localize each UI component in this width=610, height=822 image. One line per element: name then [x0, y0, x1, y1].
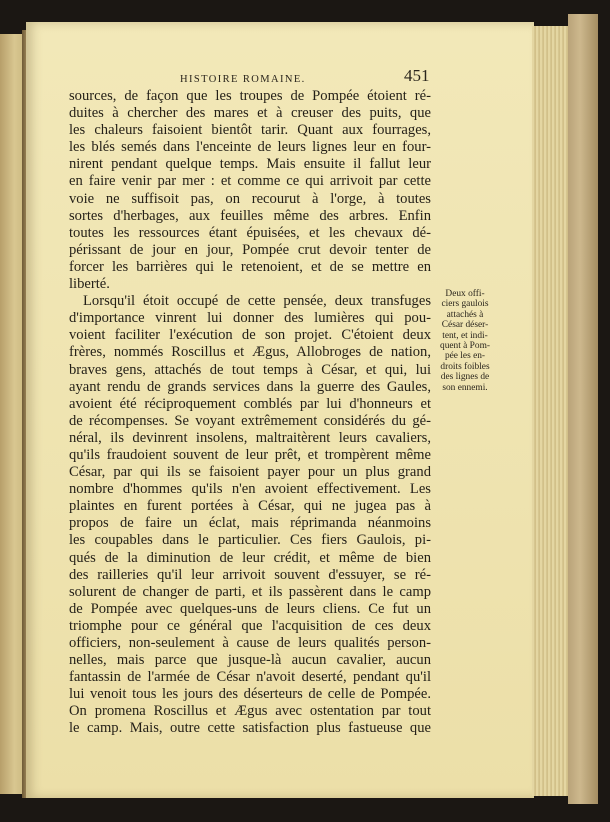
text-line: de Pompée avec quelques-uns de leurs cliens. Ce fut un — [69, 600, 431, 617]
margin-note-line: tent, et indi- — [442, 330, 488, 341]
text-line: les blés semés dans l'enceinte de leurs lignes leur en four- — [69, 139, 431, 156]
book-cover-board — [568, 14, 598, 804]
text-line: lui venoit tous les jours des déserteurs de celle de Pompée. — [69, 686, 431, 703]
text-line: frères, nommés Roscillus et Ægus, Allobroges de nation, — [69, 344, 431, 361]
text-line: nelles, mais parce que jusque-là aucun cavalier, aucun — [69, 652, 431, 669]
text-line: d'importance vinrent lui donner des lumières qui pou- — [69, 310, 431, 327]
running-header: HISTOIRE ROMAINE. — [180, 74, 306, 85]
text-line: en faire venir par mer : et comme ce qui arrivoit par cette — [69, 173, 431, 190]
margin-note-line: des lignes de — [440, 372, 490, 383]
text-line: duites à chercher des mares et à creuser des puits, que — [69, 105, 431, 122]
margin-note-line: attachés à — [446, 309, 484, 320]
text-line: les chaleurs faisoient bientôt tarir. Quant aux fourrages, — [69, 122, 431, 139]
margin-note-line: son ennemi. — [442, 382, 488, 393]
page-number: 451 — [404, 66, 430, 85]
body-text — [69, 88, 431, 738]
text-line: sortes d'herbages, aux feuilles même des arbres. Enfin — [69, 207, 431, 224]
text-line: toutes les ressources étant épuisées, et les chevaux dé- — [69, 224, 431, 241]
text-line: périssant de jour en jour, Pompée crut devoir tenter de — [69, 241, 431, 258]
text-line: officiers, non-seulement à cause de leurs qualités person- — [69, 635, 431, 651]
text-line: le camp. Mais, outre cette satisfaction plus fastueuse que — [69, 720, 431, 737]
facing-page-edge — [0, 34, 24, 794]
text-line: des railleries qu'il leur arrivoit souvent d'essuyer, se ré- — [69, 566, 431, 583]
text-line: nombre d'hommes qu'ils n'en avoient effectivement. Les — [69, 481, 431, 498]
text-line: voie ne suffisoit pas, on recourut à l'orge, à toutes — [69, 190, 431, 207]
text-line: Lorsqu'il étoit occupé de cette pensée, deux transfuges — [83, 293, 431, 310]
text-line: ayant rendu de grands services dans la guerre des Gaules, — [69, 378, 431, 395]
margin-note-line: droits foibles — [440, 361, 490, 372]
margin-note-line: Deux offi- — [445, 289, 485, 299]
text-line: sources, de façon que les troupes de Pompée étoient ré- — [69, 88, 431, 104]
text-line: braves gens, attachés de tout temps à César, et qui, lui — [69, 361, 431, 378]
text-line: voient faciliter l'exécution de son projet. C'étoient deux — [69, 327, 431, 344]
page-edges — [532, 26, 570, 796]
text-line: César, par qui ils se faisoient payer pour un plus grand — [69, 464, 431, 481]
text-line: fantassin de l'armée de César n'avoit deserté, pendant qu'il — [69, 669, 431, 686]
text-line: propos de faire un éclat, mais réprimanda néanmoins — [69, 515, 431, 532]
text-line: plaintes en furent portées à César, qui ne jugea pas à — [69, 498, 431, 515]
text-line: triomphe pour ce général que l'acquisition de ces deux — [69, 617, 431, 634]
text-line: qu'ils fraudoient souvent de leur prêt, et trompèrent même — [69, 446, 431, 463]
text-line: forcer les barrières qui le retenoient, et de se mettre en — [69, 258, 431, 275]
margin-note-line: pée les en- — [444, 351, 486, 362]
margin-note-line: César déser- — [441, 320, 489, 331]
text-line: les coupables dans le particulier. Ces fiers Gaulois, pi- — [69, 532, 431, 549]
margin-note — [433, 289, 497, 393]
margin-note-line: quent à Pom- — [440, 341, 490, 352]
text-line: On promena Roscillus et Ægus avec ostentation par tout — [69, 703, 431, 720]
text-line: néral, ils devinrent insolens, maltraitèrent leurs cavaliers, — [69, 429, 431, 446]
text-line: nirent pendant quelque temps. Mais ensuite il fallut leur — [69, 156, 431, 173]
text-line: de récompenses. Se voyant extrêmement considérés du gé- — [69, 412, 431, 429]
text-line: liberté. — [69, 276, 110, 293]
margin-note-line: ciers gaulois — [441, 299, 489, 310]
text-line: solurent de changer de parti, et ils passèrent dans le camp — [69, 583, 431, 600]
text-line: qués de la diminution de leur crédit, et même de bien — [69, 549, 431, 566]
text-line: avoient été réciproquement comblés par lui d'honneurs et — [69, 395, 431, 412]
